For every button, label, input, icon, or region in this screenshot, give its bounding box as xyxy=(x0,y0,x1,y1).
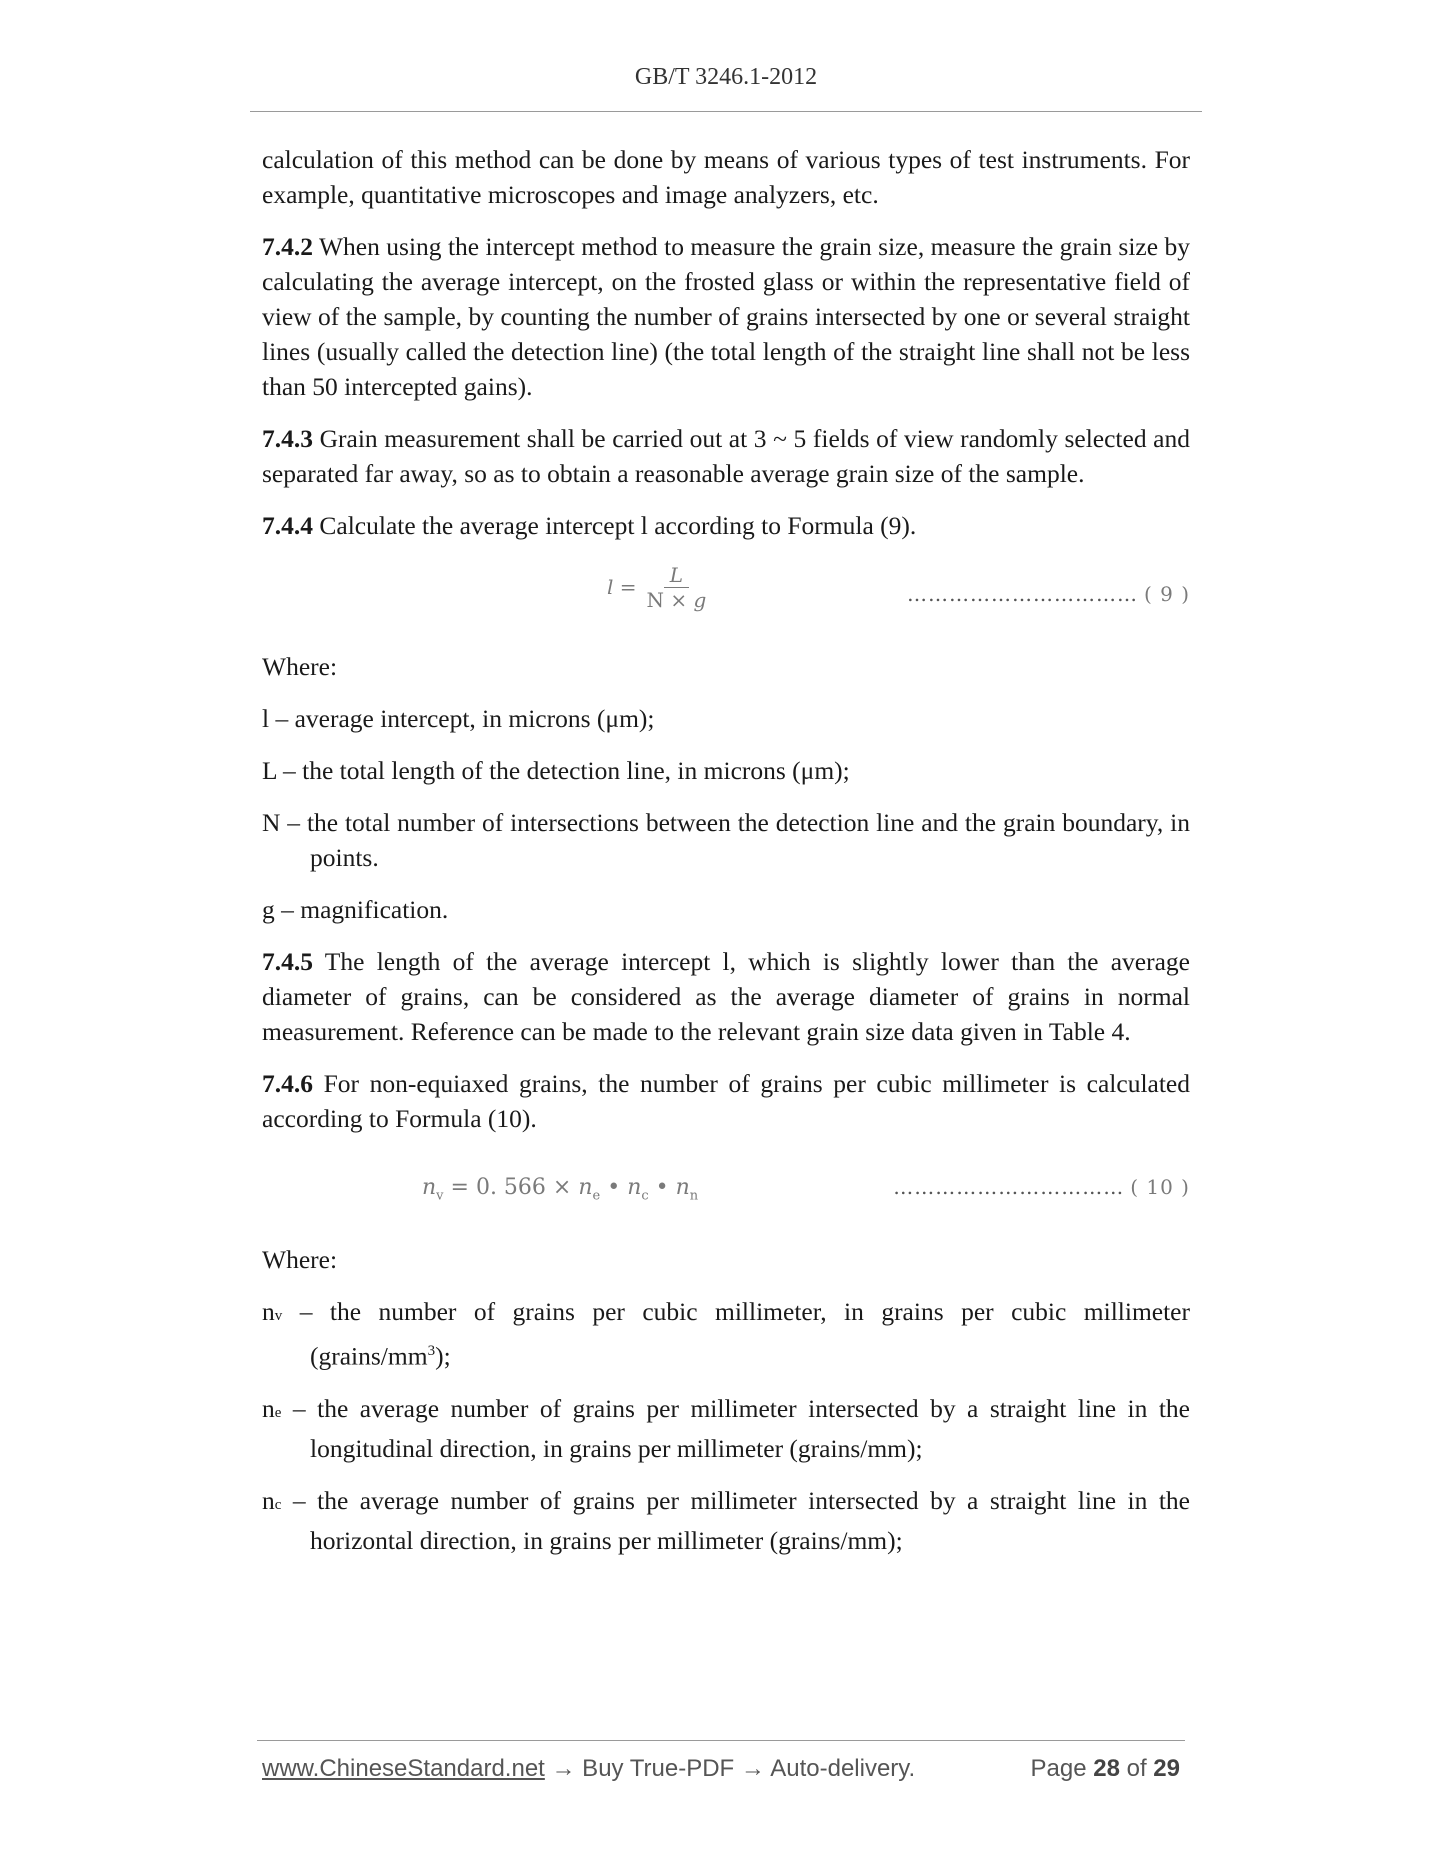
definition-N: N – the total number of intersections between the detection line and the grain boundary, in points. xyxy=(262,808,1190,872)
definition-nc: nc – the average number of grains per millimeter intersected by a straight line in the horizontal direction, in grains per millimeter (grains/mm); xyxy=(262,1485,1190,1555)
formula-9 xyxy=(262,563,1190,619)
definition-l: l – average intercept, in microns (μm); xyxy=(262,704,655,733)
where-label: Where: xyxy=(262,652,338,681)
section-number: 7.4.3 xyxy=(262,424,313,453)
where-label: Where: xyxy=(262,1245,338,1274)
website-link[interactable]: www.ChineseStandard.net xyxy=(262,1755,545,1782)
formula-9-denominator: N × g xyxy=(646,588,707,612)
header-divider xyxy=(250,111,1202,112)
paragraph-7-4-3 xyxy=(262,421,1190,491)
paragraph-7-4-6 xyxy=(262,1066,1190,1136)
page-indicator: Page 28 of 29 xyxy=(1030,1755,1180,1782)
formula-9-lhs: l = xyxy=(607,575,637,599)
section-number: 7.4.2 xyxy=(262,232,313,261)
document-body xyxy=(262,142,1190,1558)
total-pages: 29 xyxy=(1153,1755,1180,1782)
section-number: 7.4.5 xyxy=(262,947,313,976)
definition-nv: nv – the number of grains per cubic millimeter, in grains per cubic millimeter $(grains/mm^3)$; xyxy=(262,1297,1190,1371)
definition-ne: ne – the average number of grains per millimeter intersected by a straight line in the longitudinal direction, in grains per millimeter (grains/mm); xyxy=(262,1393,1190,1463)
formula-9-number: ( 9 ) xyxy=(1143,582,1190,606)
formula-10-expression: $n_v = 0$. $566 \times n_e$ • $n_c$ • $n_n$ xyxy=(422,1175,699,1204)
definition-g: g – magnification. xyxy=(262,895,449,924)
paragraph-text: When using the intercept method to measure the grain size, measure the grain size by calculating the average intercept, on the frosted glass or within the representative field of view of the sample, by counting the number of grains intersected by one or several straight lines (usually called the detection line) (the total length of the straight line shall not be less than 50 intercepted gains). xyxy=(262,232,1190,401)
footer-divider xyxy=(257,1740,1185,1741)
paragraph-text: Grain measurement shall be carried out at 3 ~ 5 fields of view randomly selected and separated far away, so as to obtain a reasonable average grain size of the sample. xyxy=(262,424,1190,488)
section-number: 7.4.6 xyxy=(262,1069,313,1098)
definition-L: L – the total length of the detection line, in microns (μm); xyxy=(262,756,850,785)
formula-9-leader: …………………………… ( 9 ) xyxy=(906,582,1190,606)
footer-promo: → Buy True-PDF → Auto-delivery. xyxy=(544,1755,916,1782)
section-number: 7.4.4 xyxy=(262,511,313,540)
formula-9-expression xyxy=(607,563,712,612)
paragraph-text: Calculate the average intercept l according to Formula (9). xyxy=(313,511,917,540)
paragraph-7-4-5 xyxy=(262,944,1190,1049)
paragraph-continuation: calculation of this method can be done by means of various types of test instruments. For example, quantitative microscopes and image analyzers, etc. xyxy=(262,145,1190,209)
formula-10-leader: …………………………… ( 10 ) xyxy=(893,1175,1190,1199)
page-header: GB/T 3246.1-2012 xyxy=(634,64,818,90)
formula-10-number: ( 10 ) xyxy=(1130,1175,1190,1199)
current-page: 28 xyxy=(1093,1755,1120,1782)
paragraph-text: For non-equiaxed grains, the number of grains per cubic millimeter is calculated according to Formula (10). xyxy=(262,1069,1190,1133)
formula-9-numerator: L xyxy=(664,563,689,588)
paragraph-text: The length of the average intercept l, which is slightly lower than the average diameter of grains, can be considered as the average diameter of grains in normal measurement. Reference can be made to the relevant grain size data given in Table 4. xyxy=(262,947,1190,1046)
paragraph-7-4-2 xyxy=(262,229,1190,404)
page-footer xyxy=(262,1755,1180,1783)
formula-10 xyxy=(262,1156,1190,1212)
paragraph-7-4-4 xyxy=(262,508,1190,543)
